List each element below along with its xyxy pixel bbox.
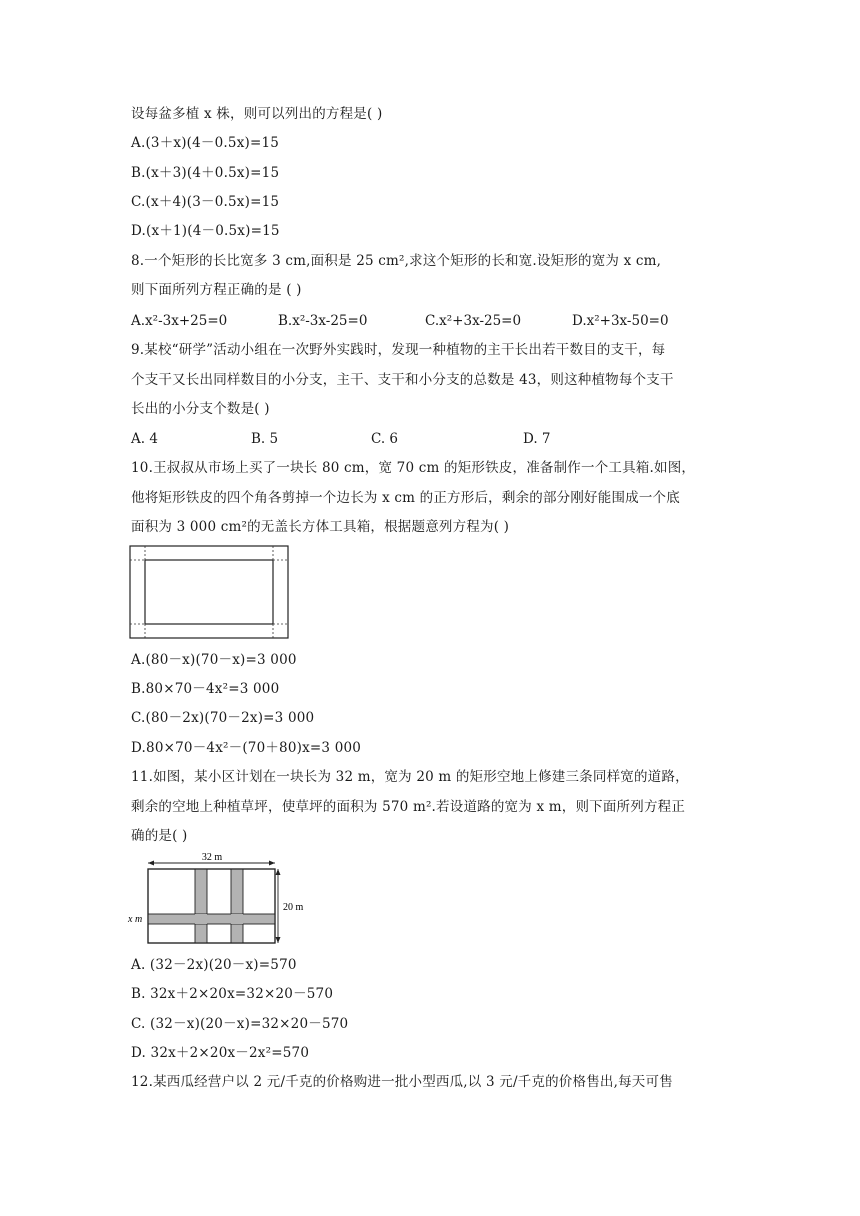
q12-text-line1: 12.某西瓜经营户以 2 元/千克的价格购进一批小型西瓜,以 3 元/千克的价格售出,每天可售 (131, 1074, 673, 1090)
q11-field-diagram (127, 851, 322, 949)
q9-text-line1: 9.某校“研学”活动小组在一次野外实践时，发现一种植物的主干长出若干数目的支干，每 (131, 342, 666, 358)
q11-option-d: D. 32x＋2×20x－2x²=570 (131, 1045, 310, 1061)
q8-text-line2: 则下面所列方程正确的是 ( ) (131, 282, 302, 298)
q7-option-b: B.(x＋3)(4＋0.5x)=15 (131, 165, 280, 181)
q9-option-c: C. 6 (371, 431, 399, 447)
q9-option-b: B. 5 (251, 431, 279, 447)
q8-text-line1: 8.一个矩形的长比宽多 3 cm,面积是 25 cm²,求这个矩形的长和宽.设矩形的宽为 x cm, (131, 253, 662, 269)
q11-width-label: 20 m (283, 902, 304, 913)
q9-text-line2: 个支干又长出同样数目的小分支，主干、支干和小分支的总数是 43，则这种植物每个支干 (131, 372, 674, 388)
q9-option-d: D. 7 (523, 431, 551, 447)
q10-option-b: B.80×70－4x²=3 000 (131, 681, 280, 697)
q8-option-b: B.x²-3x-25=0 (278, 313, 368, 329)
q11-text-line2: 剩余的空地上种植草坪，使草坪的面积为 570 m².若设道路的宽为 x m，则下面所列方程正 (131, 799, 686, 815)
q10-option-d: D.80×70－4x²－(70＋80)x=3 000 (131, 740, 362, 756)
q10-option-a: A.(80－x)(70－x)=3 000 (131, 652, 297, 668)
q8-option-d: D.x²+3x-50=0 (572, 313, 669, 329)
q11-road-width-label: x m (128, 914, 143, 925)
q10-text-line2: 他将矩形铁皮的四个角各剪掉一个边长为 x cm 的正方形后，剩余的部分刚好能围成一个底 (131, 490, 680, 506)
q8-option-a: A.x²-3x+25=0 (131, 313, 228, 329)
q10-sheet-diagram (129, 545, 291, 641)
q9-text-line3: 长出的小分支个数是( ) (131, 401, 270, 417)
q7-stem: 设每盆多植 x 株，则可以列出的方程是( ) (131, 106, 383, 122)
q10-option-c: C.(80－2x)(70－2x)=3 000 (131, 710, 315, 726)
q7-option-a: A.(3＋x)(4－0.5x)=15 (131, 135, 280, 151)
q11-text-line3: 确的是( ) (131, 828, 188, 844)
q11-option-b: B. 32x＋2×20x=32×20－570 (131, 986, 334, 1002)
q10-text-line3: 面积为 3 000 cm²的无盖长方体工具箱，根据题意列方程为( ) (131, 519, 510, 535)
q11-option-c: C. (32－x)(20－x)=32×20－570 (131, 1016, 349, 1032)
q8-option-c: C.x²+3x-25=0 (425, 313, 522, 329)
q10-text-line1: 10.王叔叔从市场上买了一块长 80 cm，宽 70 cm 的矩形铁皮，准备制作一个工具箱.如图， (131, 460, 696, 476)
q11-option-a: A. (32－2x)(20－x)=570 (131, 957, 297, 973)
q9-option-a: A. 4 (131, 431, 158, 447)
q11-length-label: 32 m (201, 852, 223, 863)
q7-option-d: D.(x＋1)(4－0.5x)=15 (131, 223, 280, 239)
q11-text-line1: 11.如图，某小区计划在一块长为 32 m，宽为 20 m 的矩形空地上修建三条同样宽的道路， (131, 769, 689, 785)
q7-option-c: C.(x＋4)(3－0.5x)=15 (131, 194, 280, 210)
